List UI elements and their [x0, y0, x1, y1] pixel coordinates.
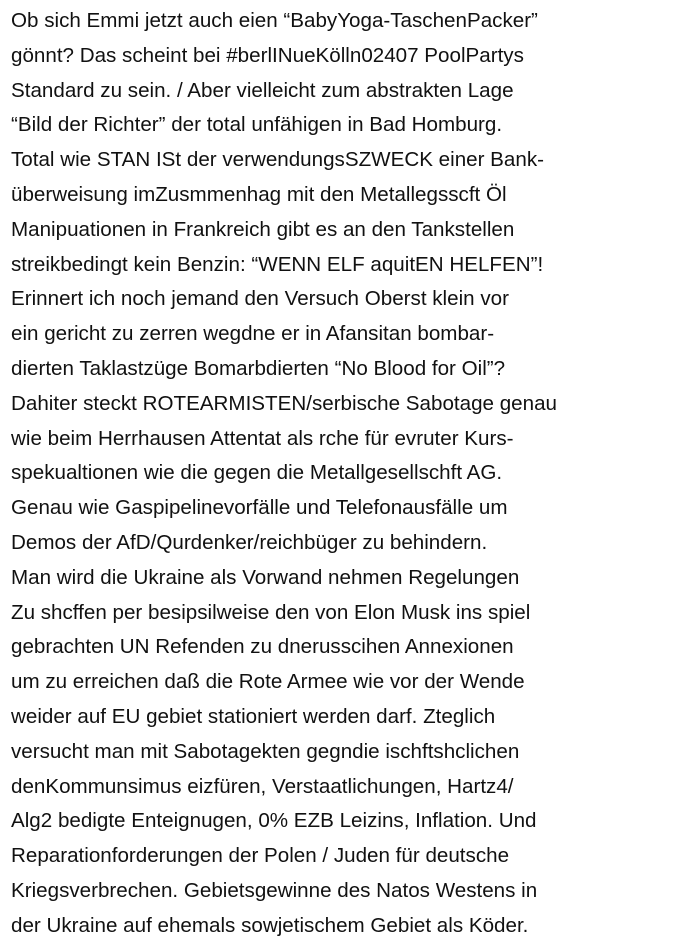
- text-line: Dahiter steckt ROTEARMISTEN/serbische Sabotage genau: [11, 391, 557, 415]
- text-line: “Bild der Richter” der total unfähigen in Bad Homburg.: [11, 113, 503, 137]
- text-line: Kriegsverbrechen. Gebietsgewinne des Natos Westens in: [11, 878, 538, 902]
- text-line: Erinnert ich noch jemand den Versuch Oberst klein vor: [11, 287, 509, 311]
- text-line: streikbedingt kein Benzin: “WENN ELF aquitEN HELFEN”!: [11, 252, 544, 276]
- text-line: Reparationforderungen der Polen / Juden für deutsche: [11, 844, 510, 868]
- text-line: gebrachten UN Refenden zu dnerusscihen Annexionen: [11, 635, 514, 659]
- text-line: wie beim Herrhausen Attentat als rche für evruter Kurs-: [11, 426, 514, 450]
- text-line: Demos der AfD/Qurdenker/reichbüger zu behindern.: [11, 530, 488, 554]
- text-line: denKommunsimus eizfüren, Verstaatlichungen, Hartz4/: [11, 774, 514, 798]
- text-line: spekualtionen wie die gegen die Metallgesellschft AG.: [11, 461, 503, 485]
- text-line: gönnt? Das scheint bei #berlINueKölln02407 PoolPartys: [11, 43, 524, 67]
- text-line: Alg2 bedigte Enteignugen, 0% EZB Leizins, Inflation. Und: [11, 809, 537, 833]
- text-line: Genau wie Gaspipelinevorfälle und Telefonausfälle um: [11, 496, 508, 520]
- text-line: dierten Taklastzüge Bomarbdierten “No Blood for Oil”?: [11, 356, 506, 380]
- text-line: Zu shcffen per besipsilweise den von Elon Musk ins spiel: [11, 600, 531, 624]
- text-line: überweisung imZusmmenhag mit den Metallegsscft Öl: [11, 182, 507, 206]
- text-line: Manipuationen in Frankreich gibt es an den Tankstellen: [11, 217, 515, 241]
- text-line: Total wie STAN ISt der verwendungsSZWECK einer Bank-: [11, 148, 544, 172]
- text-line: versucht man mit Sabotagekten gegndie ischftshclichen: [11, 739, 520, 763]
- text-line: weider auf EU gebiet stationiert werden darf. Zteglich: [11, 704, 496, 728]
- body-text: [11, 4, 681, 944]
- text-line: der Ukraine auf ehemals sowjetischem Gebiet als Köder.: [11, 913, 529, 937]
- text-line: Standard zu sein. / Aber vielleicht zum abstrakten Lage: [11, 78, 514, 102]
- text-line: Man wird die Ukraine als Vorwand nehmen Regelungen: [11, 565, 520, 589]
- text-line: um zu erreichen daß die Rote Armee wie vor der Wende: [11, 670, 525, 694]
- text-line: ein gericht zu zerren wegdne er in Afansitan bombar-: [11, 322, 495, 346]
- text-line: Ob sich Emmi jetzt auch eien “BabyYoga-TaschenPacker”: [11, 9, 538, 32]
